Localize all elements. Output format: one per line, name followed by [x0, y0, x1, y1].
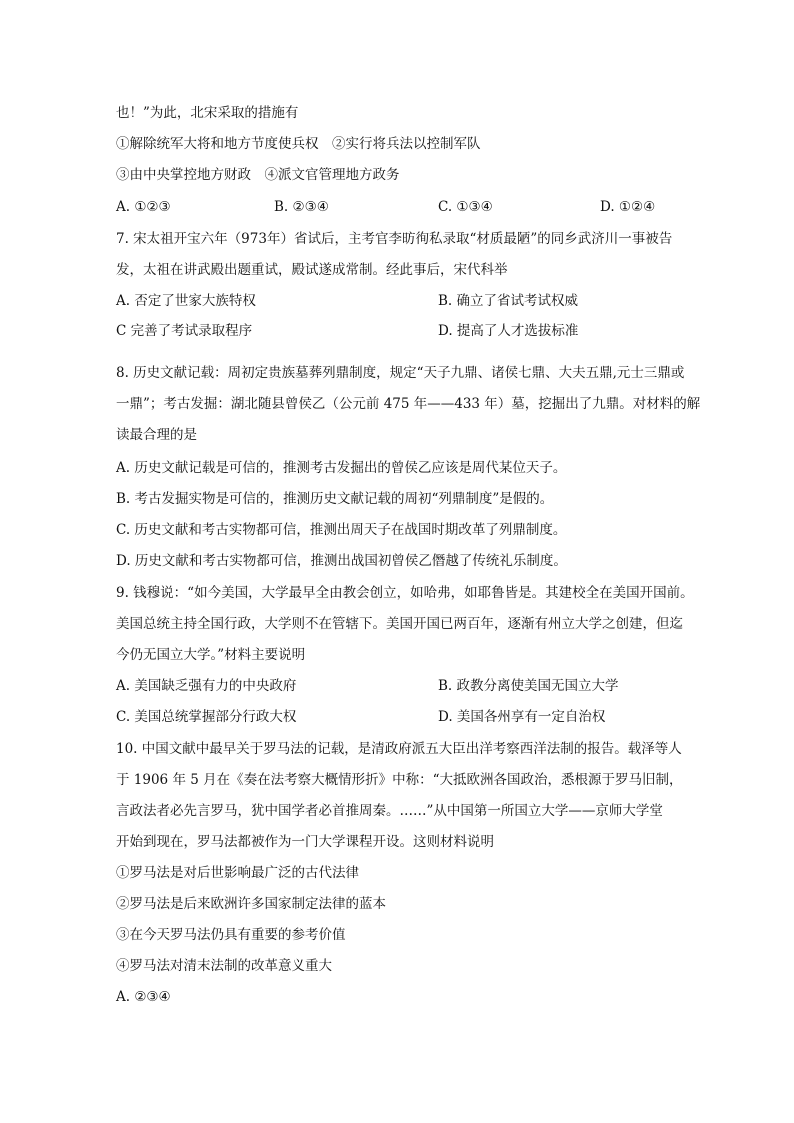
- q9-stem-line-2: 美国总统主持全国行政，大学则不在管辖下。美国开国已两百年，逐渐有州立大学之创建，但迄: [116, 616, 683, 632]
- q10-stem-line-1: 10. 中国文献中最早关于罗马法的记载，是清政府派五大臣出洋考察西洋法制的报告。载泽等人: [116, 741, 682, 757]
- q6-option-b: B. ②③④: [274, 199, 329, 215]
- q9-stem-line-1: 9. 钱穆说：“如今美国，大学最早全由教会创立，如哈弗，如耶鲁皆是。其建校全在美国开国前。: [116, 585, 694, 601]
- q6-items-line-1: ①解除统军大将和地方节度使兵权 ②实行将兵法以控制军队: [116, 136, 481, 152]
- q9-option-d: D. 美国各州享有一定自治权: [438, 709, 606, 725]
- q9-option-c: C. 美国总统掌握部分行政大权: [116, 709, 297, 725]
- q8-stem-line-3: 读最合理的是: [116, 427, 197, 443]
- q7-option-c: C 完善了考试录取程序: [116, 323, 253, 339]
- q9-option-b: B. 政教分离使美国无国立大学: [438, 678, 619, 694]
- q8-option-d: D. 历史文献和考古实物都可信，推测出战国初曾侯乙僭越了传统礼乐制度。: [116, 553, 567, 569]
- q8-option-c: C. 历史文献和考古实物都可信，推测出周天子在战国时期改革了列鼎制度。: [116, 522, 567, 538]
- q7-stem-line-2: 发，太祖在讲武殿出题重试，殿试遂成常制。经此事后，宋代科举: [116, 262, 508, 278]
- q10-item-4: ④罗马法对清末法制的改革意义重大: [116, 958, 332, 974]
- q7-option-a: A. 否定了世家大族特权: [116, 293, 256, 309]
- q10-option-a: A. ②③④: [116, 989, 171, 1005]
- q9-option-a: A. 美国缺乏强有力的中央政府: [116, 678, 297, 694]
- q6-option-d: D. ①②④: [600, 199, 656, 215]
- q7-option-d: D. 提高了人才选拔标准: [438, 323, 579, 339]
- q8-option-a: A. 历史文献记载是可信的，推测考古发掘出的曾侯乙应该是周代某位天子。: [116, 460, 567, 476]
- q7-option-b: B. 确立了省试考试权威: [438, 293, 579, 309]
- q10-stem-line-4: 开始到现在，罗马法都被作为一门大学课程开设。这则材料说明: [116, 834, 494, 850]
- q7-stem-line-1: 7. 宋太祖开宝六年（973年）省试后，主考官李昉徇私录取“材质最陋”的同乡武济川一事被告: [116, 231, 673, 247]
- q10-item-2: ②罗马法是后来欧洲许多国家制定法律的蓝本: [116, 896, 386, 912]
- q6-option-c: C. ①③④: [438, 199, 493, 215]
- q10-item-3: ③在今天罗马法仍具有重要的参考价值: [116, 927, 346, 943]
- q10-stem-line-2: 于 1906 年 5 月在《奏在法考察大概情形折》中称：“大抵欧洲各国政治，悉根源于罗马旧制，: [116, 772, 683, 788]
- q10-item-1: ①罗马法是对后世影响最广泛的古代法律: [116, 865, 359, 881]
- q6-stem-line-1: 也！”为此，北宋采取的措施有: [116, 105, 299, 121]
- q8-option-b: B. 考古发掘实物是可信的，推测历史文献记载的周初“列鼎制度”是假的。: [116, 491, 554, 507]
- q6-items-line-2: ③由中央掌控地方财政 ④派文官管理地方政务: [116, 167, 400, 183]
- q8-stem-line-2: 一鼎”；考古发掘：湖北随县曾侯乙（公元前 475 年——433 年）墓，挖掘出了九鼎。对材料的解: [116, 396, 701, 412]
- q10-stem-line-3: 言政法者必先言罗马，犹中国学者必首推周秦。……”从中国第一所国立大学——京师大学堂: [116, 803, 663, 819]
- q9-stem-line-3: 今仍无国立大学。”材料主要说明: [116, 647, 306, 663]
- q8-stem-line-1: 8. 历史文献记载：周初定贵族墓葬列鼎制度，规定“天子九鼎、诸侯七鼎、大夫五鼎,元士三鼎或: [116, 365, 685, 381]
- q6-option-a: A. ①②③: [116, 199, 171, 215]
